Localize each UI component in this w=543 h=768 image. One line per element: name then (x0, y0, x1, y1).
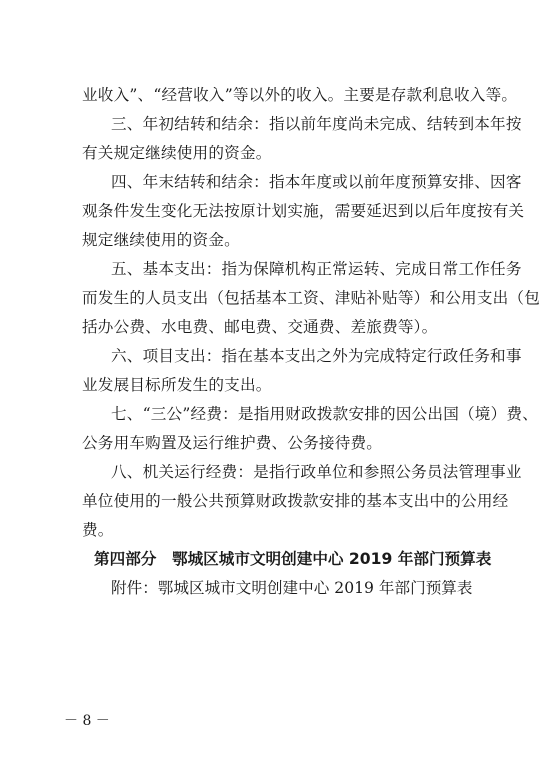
paragraph-line: 八、机关运行经费：是指行政单位和参照公务员法管理事业 (111, 463, 522, 481)
paragraph-line: 七、“三公”经费：是指用财政拨款安排的因公出国（境）费、 (111, 405, 538, 423)
paragraph-line: 观条件发生变化无法按原计划实施，需要延迟到以后年度按有关 (82, 202, 525, 220)
paragraph-line: 括办公费、水电费、邮电费、交通费、差旅费等）。 (82, 318, 438, 336)
paragraph-line: 四、年末结转和结余：指本年度或以前年度预算安排、因客 (111, 173, 522, 191)
paragraph-line: 规定继续使用的资金。 (82, 231, 240, 249)
paragraph-line: 三、年初结转和结余：指以前年度尚未完成、结转到本年按 (111, 115, 522, 133)
paragraph-line: 五、基本支出：指为保障机构正常运转、完成日常工作任务 (111, 260, 522, 278)
paragraph-line: 业发展目标所发生的支出。 (82, 376, 272, 394)
paragraph-line: 而发生的人员支出（包括基本工资、津贴补贴等）和公用支出（包 (82, 289, 541, 307)
paragraph-line: 费。 (82, 521, 114, 539)
paragraph-line: 业收入”、“经营收入”等以外的收入。主要是存款利息收入等。 (82, 86, 518, 104)
attachment-line: 附件：鄂城区城市文明创建中心 2019 年部门预算表 (111, 579, 473, 597)
paragraph-line: 六、项目支出：指在基本支出之外为完成特定行政任务和事 (111, 347, 522, 365)
page-number: － 8 － (64, 713, 110, 729)
paragraph-line: 有关规定继续使用的资金。 (82, 144, 272, 162)
paragraph-line: 公务用车购置及运行维护费、公务接待费。 (82, 434, 383, 452)
section-title: 第四部分 鄂城区城市文明创建中心 2019 年部门预算表 (94, 550, 492, 568)
paragraph-line: 单位使用的一般公共预算财政拨款安排的基本支出中的公用经 (82, 492, 509, 510)
